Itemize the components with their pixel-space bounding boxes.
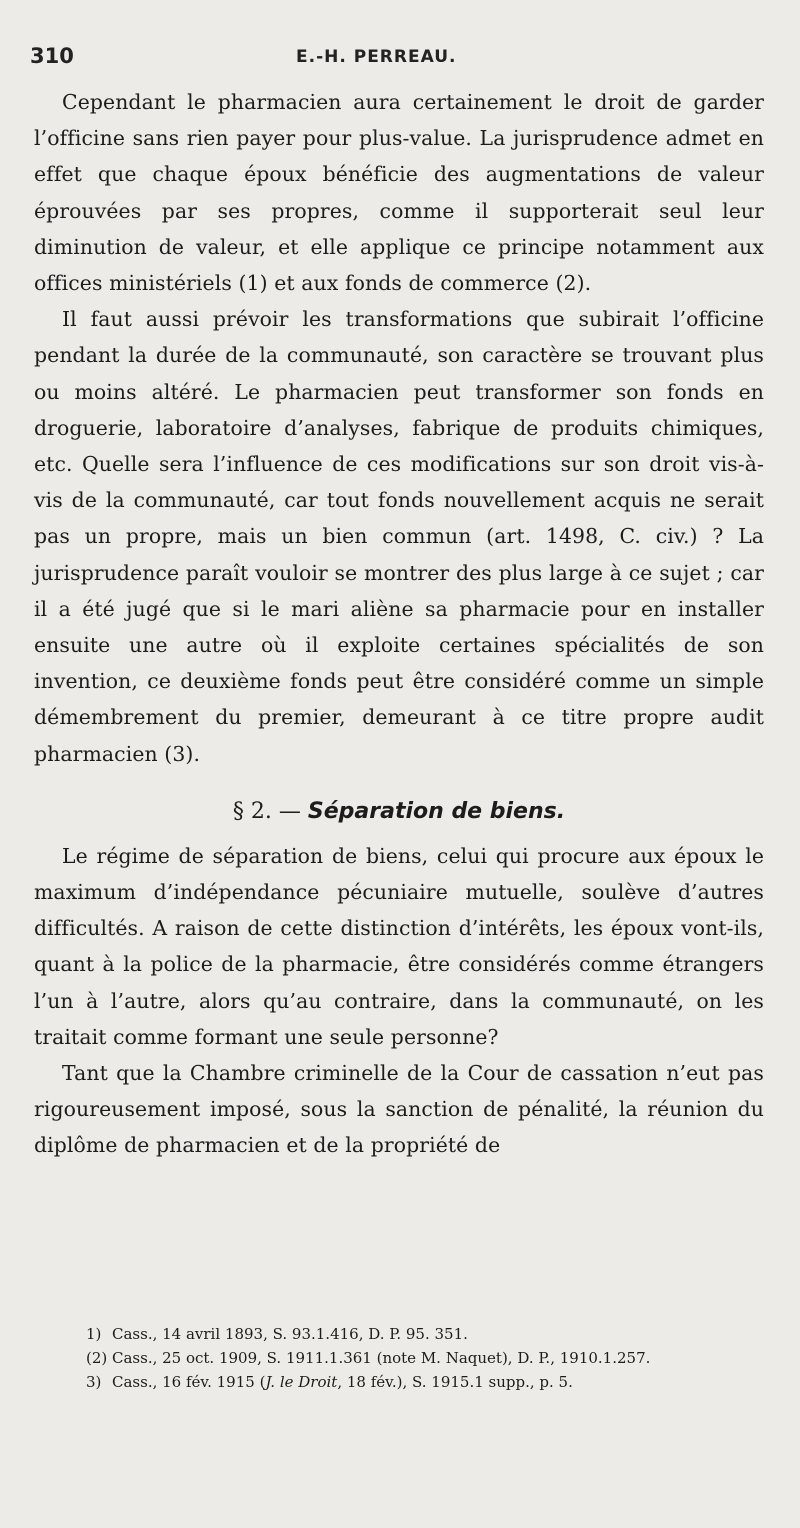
footnote-journal-title: J. le Droit (265, 1373, 338, 1391)
footnote-text: Cass., 14 avril 1893, S. 93.1.416, D. P. 95. 351. (112, 1325, 468, 1343)
footnote-1 (86, 1322, 786, 1346)
footnote-number: 1) (86, 1325, 102, 1343)
section-heading (34, 799, 764, 824)
footnote-text-post: , 18 fév.), S. 1915.1 supp., p. 5. (337, 1373, 573, 1391)
footnote-number: 3) (86, 1373, 102, 1391)
paragraph-separation-regime: Le régime de séparation de biens, celui qui procure aux époux le maximum d’indépendance pécuniaire mutuelle, soulève d’autres difficultés. A raison de cette distinction d’intérêts, les époux vont-ils, quant à la police de la pharmacie, être considérés comme étrangers l’un à l’autre, alors qu’au contraire, dans la communauté, on les traitait comme formant une seule personne? (34, 843, 764, 1049)
section-number: § 2. — (232, 798, 301, 824)
page-number: 310 (30, 44, 74, 68)
body-text (34, 84, 764, 1164)
page-header (30, 44, 770, 76)
footnote-text-pre: Cass., 16 fév. 1915 ( (112, 1373, 266, 1391)
footnote-3 (86, 1370, 786, 1394)
footnote-2 (86, 1346, 786, 1370)
paragraph-transformations: Il faut aussi prévoir les transformations que subirait l’officine pendant la durée de la communauté, son caractère se trouvant plus ou moins altéré. Le pharmacien peut transformer son fonds en droguerie, laboratoire d’analyses, fabrique de produits chimiques, etc. Quelle sera l’influence de ces modifications sur son droit vis-à-vis de la communauté, car tout fonds nouvellement acquis ne serait pas un propre, mais un bien commun (art. 1498, C. civ.) ? La jurisprudence paraît vouloir se montrer des plus large à ce sujet ; car il a été jugé que si le mari aliène sa pharmacie pour en installer ensuite une autre où il exploite certaines spécialités de son invention, ce deuxième fonds peut être considéré comme un simple démembrement du premier, demeurant à ce titre propre audit pharmacien (3). (34, 307, 764, 766)
footnote-number: (2) (86, 1349, 108, 1367)
footnotes (86, 1322, 786, 1394)
section-title: Séparation de biens. (307, 798, 566, 824)
running-head: E.-H. PERREAU. (296, 47, 457, 67)
paragraph-plus-value: Cependant le pharmacien aura certainement le droit de garder l’officine sans rien payer pour plus-value. La jurisprudence admet en effet que chaque époux bénéficie des augmentations de valeur éprouvées par ses propres, comme il supporterait seul leur diminution de valeur, et elle applique ce principe notamment aux offices ministériels (1) et aux fonds de commerce (2). (34, 90, 764, 296)
paragraph-chambre-criminelle: Tant que la Chambre criminelle de la Cour de cassation n’eut pas rigoureusement imposé, sous la sanction de pénalité, la réunion du diplôme de pharmacien et de la propriété de (34, 1061, 764, 1158)
footnote-text: Cass., 25 oct. 1909, S. 1911.1.361 (note M. Naquet), D. P., 1910.1.257. (112, 1349, 651, 1367)
